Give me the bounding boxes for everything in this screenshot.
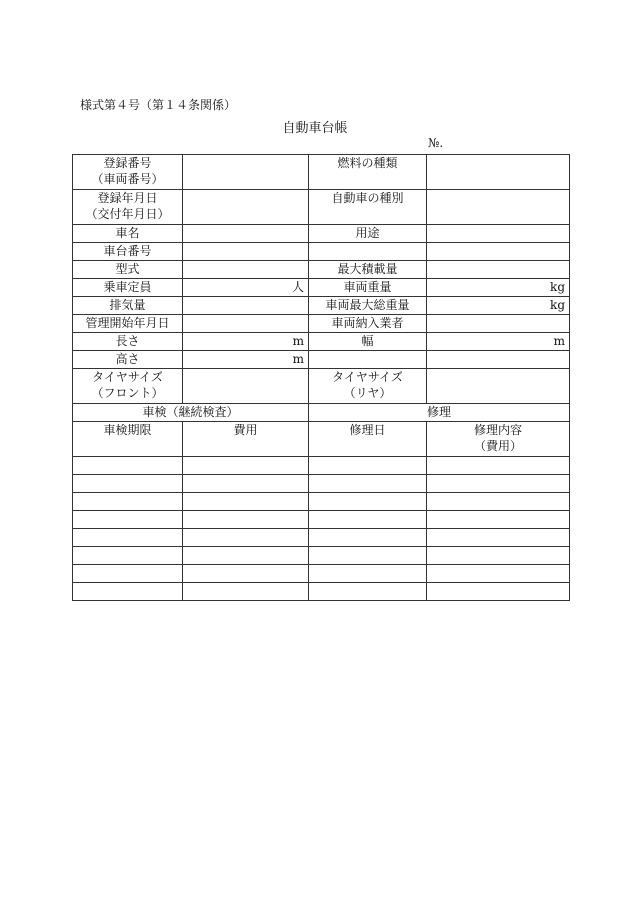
- table-row: [73, 547, 570, 565]
- repair-date-cell[interactable]: [309, 565, 427, 583]
- repair-details-cell[interactable]: [427, 565, 570, 583]
- repair-details-cell[interactable]: [427, 457, 570, 475]
- registration-date-cell[interactable]: [183, 190, 309, 225]
- registration-number-cell[interactable]: [183, 155, 309, 190]
- vehicle-weight-cell[interactable]: kg: [427, 279, 570, 297]
- repair-date-cell[interactable]: [309, 493, 427, 511]
- repair-date-cell[interactable]: [309, 511, 427, 529]
- repair-details-cell[interactable]: [427, 529, 570, 547]
- model-cell[interactable]: [183, 261, 309, 279]
- length-label: 長さ: [73, 333, 183, 351]
- vehicle-name-label: 車名: [73, 225, 183, 243]
- chassis-number-cell[interactable]: [183, 243, 309, 261]
- table-row: [73, 565, 570, 583]
- tire-front-label: タイヤサイズ （フロント）: [73, 369, 183, 404]
- inspection-deadline-cell[interactable]: [73, 493, 183, 511]
- repair-details-cell[interactable]: [427, 475, 570, 493]
- usage-cell[interactable]: [427, 225, 570, 243]
- table-row: [73, 190, 570, 225]
- max-load-cell[interactable]: [427, 261, 570, 279]
- inspection-deadline-cell[interactable]: [73, 475, 183, 493]
- tire-front-cell[interactable]: [183, 369, 309, 404]
- registration-number-label: 登録番号 （車両番号）: [73, 155, 183, 190]
- repair-details-header: 修理内容 （費用）: [427, 422, 570, 457]
- table-row: [73, 279, 570, 297]
- registration-date-label: 登録年月日 （交付年月日）: [73, 190, 183, 225]
- capacity-label: 乗車定員: [73, 279, 183, 297]
- table-row: [73, 529, 570, 547]
- capacity-cell[interactable]: 人: [183, 279, 309, 297]
- table-row: [73, 457, 570, 475]
- vehicle-name-cell[interactable]: [183, 225, 309, 243]
- repair-details-cell[interactable]: [427, 511, 570, 529]
- gross-weight-label: 車両最大総重量: [309, 297, 427, 315]
- table-row: [73, 422, 570, 457]
- table-row: [73, 404, 570, 422]
- repair-details-cell[interactable]: [427, 547, 570, 565]
- blank-value-cell[interactable]: [427, 351, 570, 369]
- repair-date-cell[interactable]: [309, 475, 427, 493]
- table-row: [73, 297, 570, 315]
- inspection-deadline-cell[interactable]: [73, 547, 183, 565]
- cost-cell[interactable]: [183, 583, 309, 601]
- repair-date-cell[interactable]: [309, 529, 427, 547]
- cost-cell[interactable]: [183, 529, 309, 547]
- table-row: [73, 511, 570, 529]
- table-row: [73, 243, 570, 261]
- repair-details-cell[interactable]: [427, 493, 570, 511]
- supplier-cell[interactable]: [427, 315, 570, 333]
- cost-cell[interactable]: [183, 547, 309, 565]
- cost-cell[interactable]: [183, 565, 309, 583]
- form-number: 様式第４号（第１４条関係）: [80, 98, 237, 112]
- fuel-type-cell[interactable]: [427, 155, 570, 190]
- max-load-label: 最大積載量: [309, 261, 427, 279]
- blank-label-cell: [309, 243, 427, 261]
- table-row: [73, 225, 570, 243]
- inspection-deadline-cell[interactable]: [73, 511, 183, 529]
- displacement-cell[interactable]: [183, 297, 309, 315]
- length-cell[interactable]: m: [183, 333, 309, 351]
- vehicle-category-cell[interactable]: [427, 190, 570, 225]
- inspection-section-header: 車検（継続検査）: [73, 404, 309, 422]
- page-title: 自動車台帳: [282, 121, 348, 136]
- fuel-type-label: 燃料の種類: [309, 155, 427, 190]
- model-label: 型式: [73, 261, 183, 279]
- vehicle-category-label: 自動車の種別: [309, 190, 427, 225]
- table-row: [73, 315, 570, 333]
- management-start-label: 管理開始年月日: [73, 315, 183, 333]
- cost-cell[interactable]: [183, 511, 309, 529]
- chassis-number-label: 車台番号: [73, 243, 183, 261]
- repair-date-header: 修理日: [309, 422, 427, 457]
- displacement-label: 排気量: [73, 297, 183, 315]
- gross-weight-cell[interactable]: kg: [427, 297, 570, 315]
- table-row: [73, 333, 570, 351]
- management-start-cell[interactable]: [183, 315, 309, 333]
- blank-label-cell: [309, 351, 427, 369]
- height-label: 高さ: [73, 351, 183, 369]
- width-cell[interactable]: m: [427, 333, 570, 351]
- number-label: №.: [428, 136, 444, 150]
- usage-label: 用途: [309, 225, 427, 243]
- repair-date-cell[interactable]: [309, 547, 427, 565]
- height-cell[interactable]: m: [183, 351, 309, 369]
- table-row: [73, 155, 570, 190]
- repair-details-cell[interactable]: [427, 583, 570, 601]
- blank-value-cell[interactable]: [427, 243, 570, 261]
- vehicle-weight-label: 車両重量: [309, 279, 427, 297]
- table-row: [73, 475, 570, 493]
- tire-rear-cell[interactable]: [427, 369, 570, 404]
- repair-date-cell[interactable]: [309, 583, 427, 601]
- inspection-deadline-cell[interactable]: [73, 457, 183, 475]
- table-row: [73, 369, 570, 404]
- repair-date-cell[interactable]: [309, 457, 427, 475]
- tire-rear-label: タイヤサイズ （リヤ）: [309, 369, 427, 404]
- table-row: [73, 583, 570, 601]
- inspection-deadline-cell[interactable]: [73, 529, 183, 547]
- table-row: [73, 493, 570, 511]
- cost-header: 費用: [183, 422, 309, 457]
- table-row: [73, 261, 570, 279]
- repair-section-header: 修理: [309, 404, 570, 422]
- table-row: [73, 351, 570, 369]
- inspection-deadline-cell[interactable]: [73, 565, 183, 583]
- inspection-deadline-header: 車検期限: [73, 422, 183, 457]
- cost-cell[interactable]: [183, 475, 309, 493]
- inspection-deadline-cell[interactable]: [73, 583, 183, 601]
- width-label: 幅: [309, 333, 427, 351]
- supplier-label: 車両納入業者: [309, 315, 427, 333]
- vehicle-ledger-table: [72, 154, 570, 601]
- cost-cell[interactable]: [183, 493, 309, 511]
- cost-cell[interactable]: [183, 457, 309, 475]
